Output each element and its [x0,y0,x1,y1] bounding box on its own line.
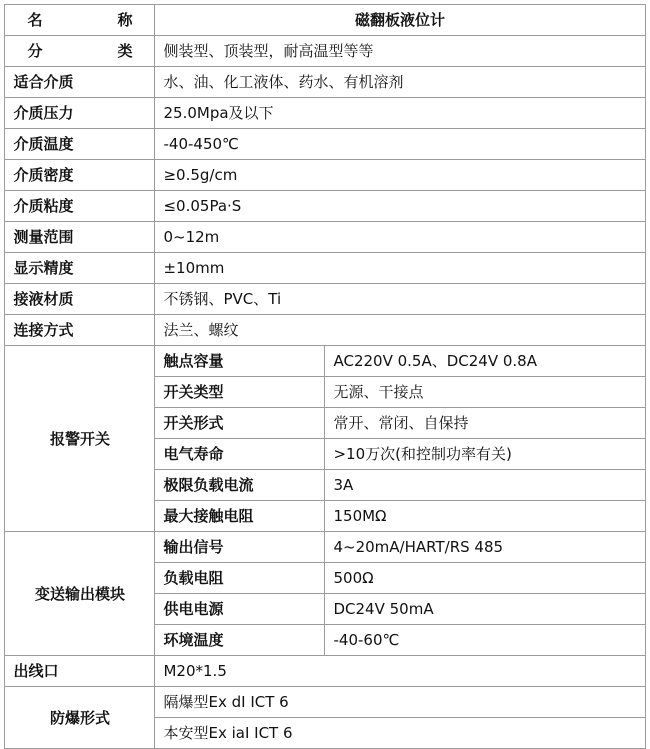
row-value-category: 侧装型、顶装型，耐高温型等等 [155,36,645,67]
sub-label-ambient-temperature: 环境温度 [155,625,325,656]
row-value-range: 0~12m [155,222,645,253]
row-value-name: 磁翻板液位计 [155,5,645,36]
table-row-accuracy [5,253,645,284]
row-value-explosion-proof-2: 本安型Ex iaI ICT 6 [155,718,645,749]
row-label-wetted-material: 接液材质 [5,284,155,315]
row-label-alarm-switch: 报警开关 [5,346,155,532]
row-label-medium: 适合介质 [5,67,155,98]
sub-label-load-resistance: 负载电阻 [155,563,325,594]
table-row-pressure [5,98,645,129]
sub-label-power-supply: 供电电源 [155,594,325,625]
table-row-explosion-proof-1 [5,687,645,718]
sub-label-max-contact-resistance: 最大接触电阻 [155,501,325,532]
row-value-pressure: 25.0Mpa及以下 [155,98,645,129]
sub-label-switch-type: 开关类型 [155,377,325,408]
row-value-contact-capacity: AC220V 0.5A、DC24V 0.8A [325,346,645,377]
table-row-wetted-material [5,284,645,315]
sub-label-switch-form: 开关形式 [155,408,325,439]
row-value-max-load-current: 3A [325,470,645,501]
row-label-transmitter-module: 变送输出模块 [5,532,155,656]
row-value-temperature: -40-450℃ [155,129,645,160]
row-label-range: 测量范围 [5,222,155,253]
row-value-load-resistance: 500Ω [325,563,645,594]
row-label-name-char-1: 名 [27,11,43,29]
row-value-density: ≥0.5g/cm [155,160,645,191]
row-label-density: 介质密度 [5,160,155,191]
sub-label-output-signal: 输出信号 [155,532,325,563]
row-label-temperature: 介质温度 [5,129,155,160]
row-label-category-char-2: 类 [117,42,133,60]
row-value-wetted-material: 不锈钢、PVC、Ti [155,284,645,315]
row-value-ambient-temperature: -40-60℃ [325,625,645,656]
table-row-name [5,5,645,36]
row-label-connection: 连接方式 [5,315,155,346]
table-row-density [5,160,645,191]
row-label-pressure: 介质压力 [5,98,155,129]
table-row-range [5,222,645,253]
row-value-connection: 法兰、螺纹 [155,315,645,346]
specification-table [4,4,645,749]
sub-label-max-load-current: 极限负载电流 [155,470,325,501]
table-row-output-signal [5,532,645,563]
table-row-medium [5,67,645,98]
table-row-temperature [5,129,645,160]
row-value-explosion-proof-1: 隔爆型Ex dI ICT 6 [155,687,645,718]
row-label-category [5,36,155,67]
row-value-viscosity: ≤0.05Pa·S [155,191,645,222]
table-row-viscosity [5,191,645,222]
row-value-outlet: M20*1.5 [155,656,645,687]
row-label-viscosity: 介质粘度 [5,191,155,222]
row-value-power-supply: DC24V 50mA [325,594,645,625]
row-label-accuracy: 显示精度 [5,253,155,284]
row-label-explosion-proof: 防爆形式 [5,687,155,749]
table-row-alarm-contact-capacity [5,346,645,377]
row-label-category-char-1: 分 [27,42,43,60]
sub-label-electrical-life: 电气寿命 [155,439,325,470]
row-value-electrical-life: >10万次(和控制功率有关) [325,439,645,470]
row-value-max-contact-resistance: 150MΩ [325,501,645,532]
row-value-output-signal: 4~20mA/HART/RS 485 [325,532,645,563]
row-value-switch-form: 常开、常闭、自保持 [325,408,645,439]
row-value-switch-type: 无源、干接点 [325,377,645,408]
table-row-category [5,36,645,67]
table-row-connection [5,315,645,346]
sub-label-contact-capacity: 触点容量 [155,346,325,377]
row-label-outlet: 出线口 [5,656,155,687]
table-row-outlet [5,656,645,687]
table-body [5,5,645,749]
row-value-accuracy: ±10mm [155,253,645,284]
row-label-name-char-2: 称 [117,11,133,29]
row-label-name [5,5,155,36]
row-value-medium: 水、油、化工液体、药水、有机溶剂 [155,67,645,98]
